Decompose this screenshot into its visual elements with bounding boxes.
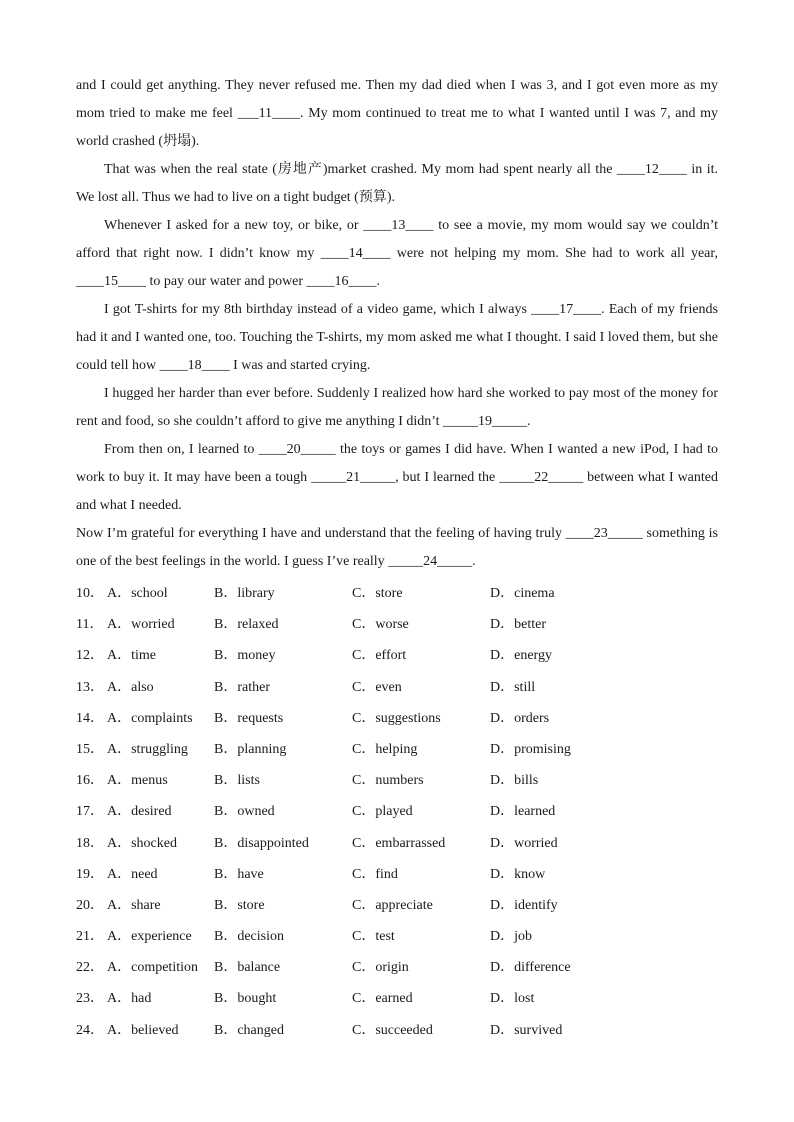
question-number: 18．: [76, 835, 104, 851]
question-number: 21．: [76, 929, 104, 945]
option-c: C．embarrassed: [352, 835, 446, 851]
option-a: A．school: [107, 586, 168, 601]
option-d: D．know: [490, 866, 546, 882]
option-c: C．numbers: [352, 773, 424, 789]
option-a: A．experience: [107, 929, 192, 945]
option-b: B．have: [214, 866, 264, 882]
option-a: A．menus: [107, 773, 168, 789]
question-row: [76, 705, 736, 736]
option-a: A．believed: [107, 1022, 179, 1038]
passage-paragraph: That was when the real state (房地产)market crashed. My mom had spent nearly all the ____12____ in it. We lost all. Thus we had to live on a tight budget (预算).: [76, 162, 718, 205]
passage-paragraph: Whenever I asked for a new toy, or bike, or ____13____ to see a movie, my mom would say we couldn’t afford that right now. I didn’t know my ____14____ were not helping my mom. She had to work all year, ____15____ to pay our water and power ____16____.: [76, 218, 718, 289]
option-a: A．share: [107, 897, 161, 913]
option-c: C．find: [352, 866, 398, 882]
question-number: 16．: [76, 773, 104, 789]
option-d: D．worried: [490, 835, 558, 851]
option-c: C．test: [352, 929, 395, 945]
passage-paragraph: From then on, I learned to ____20_____ the toys or games I did have. When I wanted a new iPod, I had to work to buy it. It may have been a tough _____21_____, but I learned the _____22_____ between what I wanted and what I needed.: [76, 442, 718, 513]
option-b: B．balance: [214, 960, 281, 976]
question-number: 19．: [76, 866, 104, 882]
option-b: B．relaxed: [214, 617, 279, 633]
option-d: D．lost: [490, 991, 535, 1007]
question-row: [76, 580, 736, 611]
option-d: D．still: [490, 679, 536, 695]
question-row: [76, 674, 736, 705]
option-c: C．effort: [352, 648, 407, 664]
option-b: B．rather: [214, 679, 270, 695]
option-b: B．owned: [214, 804, 275, 820]
option-c: C．store: [352, 586, 403, 601]
passage-paragraph: Now I’m grateful for everything I have and understand that the feeling of having truly ____23_____ something is one of the best feelings in the world. I guess I’ve really _____24_____.: [76, 526, 718, 569]
option-c: C．appreciate: [352, 897, 433, 913]
question-row: [76, 892, 736, 923]
option-d: D．energy: [490, 648, 552, 664]
option-a: A．had: [107, 991, 152, 1007]
option-b: B．planning: [214, 741, 287, 757]
option-a: A．time: [107, 648, 156, 664]
question-row: [76, 642, 736, 673]
question-row: [76, 985, 736, 1016]
question-row: [76, 767, 736, 798]
option-a: A．competition: [107, 960, 198, 976]
option-a: A．worried: [107, 617, 175, 633]
option-b: B．lists: [214, 773, 260, 789]
option-a: A．desired: [107, 804, 172, 820]
option-d: D．orders: [490, 710, 550, 726]
question-number: 13．: [76, 679, 104, 695]
option-c: C．even: [352, 679, 402, 695]
option-c: C．succeeded: [352, 1022, 433, 1038]
option-d: D．promising: [490, 741, 571, 757]
option-b: B．changed: [214, 1022, 284, 1038]
question-row: [76, 923, 736, 954]
option-c: C．origin: [352, 960, 409, 976]
cloze-passage: [76, 72, 718, 576]
question-number: 20．: [76, 897, 104, 913]
question-number: 14．: [76, 710, 104, 726]
question-number: 10．: [76, 586, 104, 601]
option-a: A．shocked: [107, 835, 177, 851]
option-c: C．played: [352, 804, 413, 820]
option-d: D．bills: [490, 773, 539, 789]
option-a: A．need: [107, 866, 158, 882]
question-number: 12．: [76, 648, 104, 664]
question-row: [76, 611, 736, 642]
option-a: A．complaints: [107, 710, 193, 726]
option-b: B．money: [214, 648, 276, 664]
question-number: 24．: [76, 1022, 104, 1038]
option-a: A．also: [107, 679, 154, 695]
option-c: C．helping: [352, 741, 418, 757]
question-row: [76, 830, 736, 861]
question-number: 17．: [76, 804, 104, 820]
option-c: C．worse: [352, 617, 409, 633]
question-number: 22．: [76, 960, 104, 976]
passage-paragraph: and I could get anything. They never refused me. Then my dad died when I was 3, and I got even more as my mom tried to make me feel ___11____. My mom continued to treat me to what I wanted until I was 7, and my world crashed (坍塌).: [76, 78, 718, 149]
option-b: B．requests: [214, 710, 284, 726]
option-c: C．earned: [352, 991, 413, 1007]
question-row: [76, 798, 736, 829]
question-row: [76, 954, 736, 985]
option-d: D．job: [490, 929, 532, 945]
option-b: B．bought: [214, 991, 277, 1007]
option-d: D．identify: [490, 897, 558, 913]
option-a: A．struggling: [107, 741, 188, 757]
option-d: D．cinema: [490, 586, 555, 601]
option-b: B．store: [214, 897, 265, 913]
option-b: B．disappointed: [214, 835, 309, 851]
passage-paragraph: I got T-shirts for my 8th birthday instead of a video game, which I always ____17____. Each of my friends had it and I wanted one, too. Touching the T-shirts, my mom asked me what I thought. I said I loved them, but she could tell how ____18____ I was and started crying.: [76, 302, 718, 373]
question-row: [76, 1017, 736, 1048]
passage-paragraph: I hugged her harder than ever before. Suddenly I realized how hard she worked to pay most of the money for rent and food, so she couldn’t afford to give me anything I didn’t _____19_____.: [76, 386, 718, 429]
option-d: D．better: [490, 617, 546, 633]
option-b: B．decision: [214, 929, 284, 945]
question-row: [76, 861, 736, 892]
option-d: D．survived: [490, 1022, 563, 1038]
option-b: B．library: [214, 586, 275, 601]
question-number: 15．: [76, 741, 104, 757]
option-d: D．difference: [490, 960, 571, 976]
option-c: C．suggestions: [352, 710, 441, 726]
question-row: [76, 736, 736, 767]
question-number: 11．: [76, 617, 104, 633]
answer-options: [76, 580, 736, 1048]
question-number: 23．: [76, 991, 104, 1007]
option-d: D．learned: [490, 804, 556, 820]
